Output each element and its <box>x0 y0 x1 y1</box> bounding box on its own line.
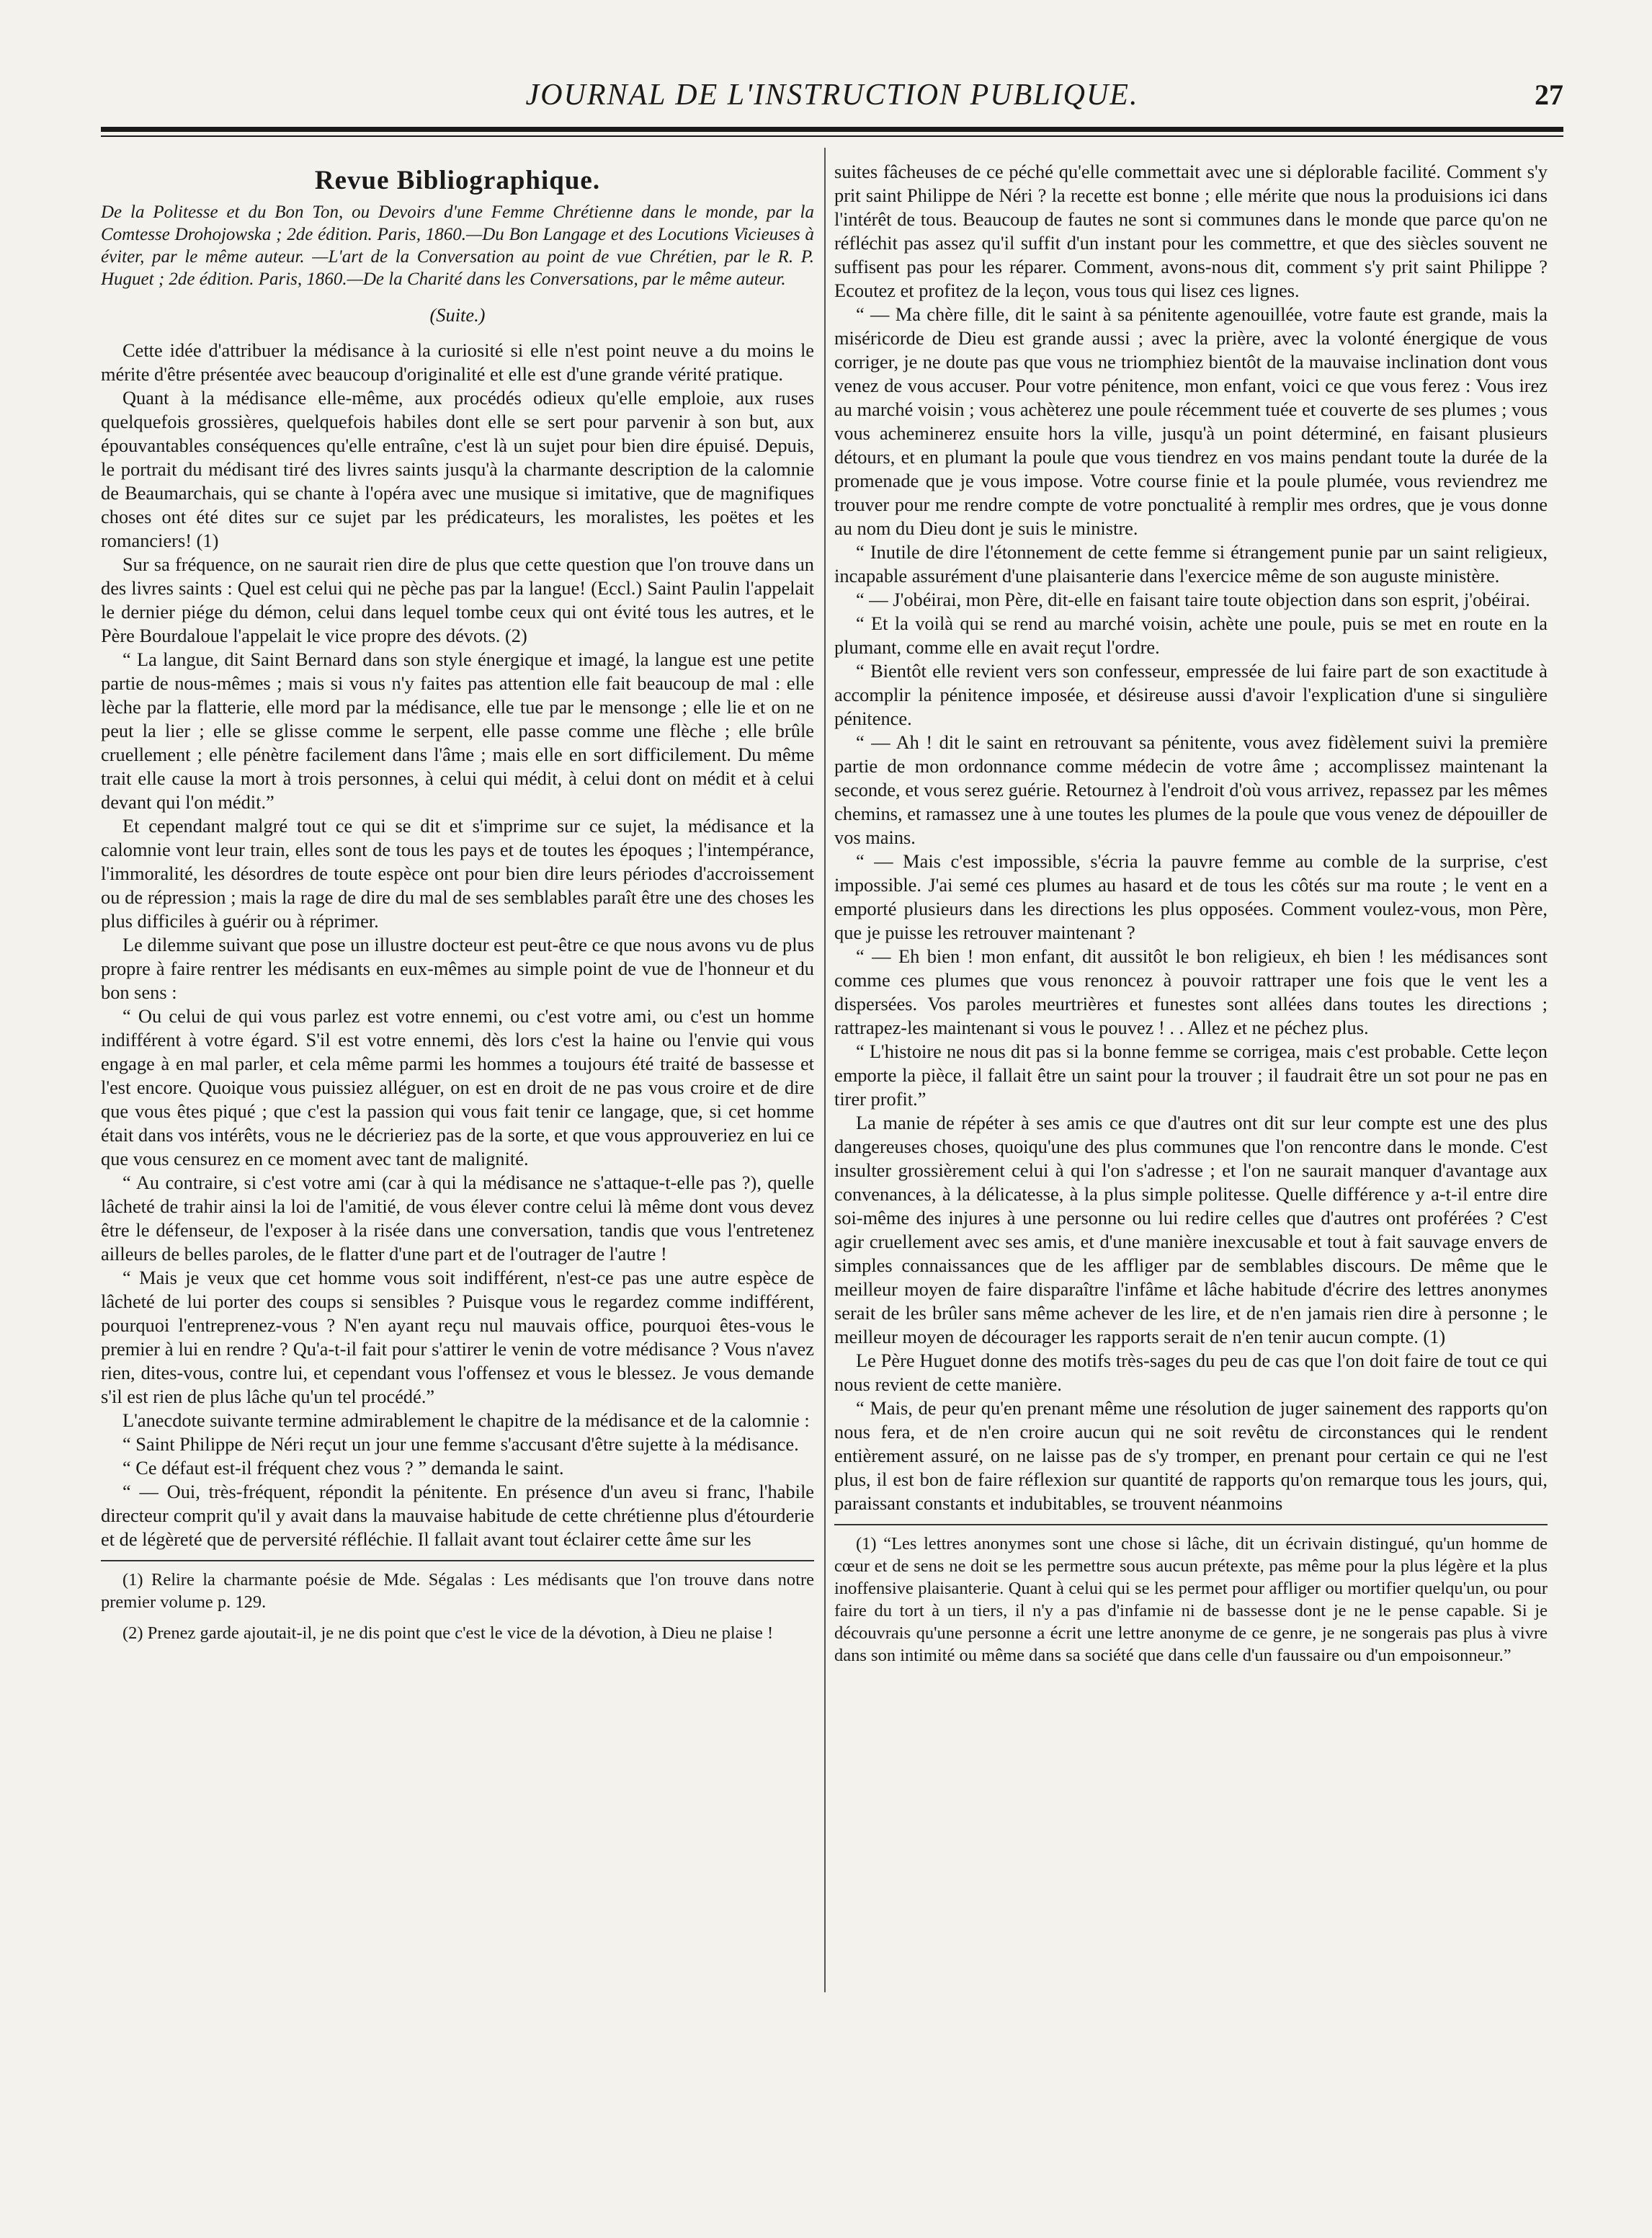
paragraph: “ — Oui, très-fréquent, répondit la pénitente. En présence d'un aveu si franc, l'habile directeur comprit qu'il y avait dans la mauvaise habitude de cette chrétienne plus d'étourderie et de légèreté que de perversité réfléchie. Il fallait avant tout éclairer cette âme sur les <box>101 1481 814 1550</box>
page-header <box>101 78 1563 118</box>
left-column <box>101 151 814 2198</box>
paragraph: suites fâcheuses de ce péché qu'elle commettait avec une si déplorable facilité. Comment s'y prit saint Philippe de Néri ? la recette est bonne ; elle mérite que nous la produisions ici dans l'intérêt de tous. Beaucoup de fautes ne sont si communes dans le monde que parce qu'on ne réfléchit pas assez qu'il suffit d'un instant pour les commettre, et que des siècles souvent ne suffisent pas pour les réparer. Comment, avons-nous dit, comment s'y prit saint Philippe ? Ecoutez et profitez de la leçon, vous tous qui lisez ces lignes. <box>834 161 1548 301</box>
paragraph: “ Au contraire, si c'est votre ami (car à qui la médisance ne s'attaque-t-elle pas ?), quelle lâcheté de trahir ainsi la loi de l'amitié, de vous élever contre celui là même dont vous devez être le défenseur, de l'exposer à la risée dans une conversation, tandis que vous l'entretenez ailleurs de belles paroles, de le flatter d'une part et de l'outrager de l'autre ! <box>101 1172 814 1265</box>
footnote: (1) Relire la charmante poésie de Mde. Ségalas : Les médisants que l'on trouve dans notre premier volume p. 129. <box>101 1570 814 1612</box>
paragraph: “ — Ma chère fille, dit le saint à sa pénitente agenouillée, votre faute est grande, mais la miséricorde de Dieu est grande aussi ; avec la prière, avec la volonté énergique de vous corriger, je ne doute pas que vous ne triomphiez bientôt de la mauvaise inclination dont vous venez de vous accuser. Pour votre pénitence, mon enfant, voici ce que vous ferez : Vous irez au marché voisin ; vous achèterez une poule récemment tuée et couverte de ses plumes ; vous vous acheminerez ensuite hors la ville, jusqu'à un point déterminé, en faisant plusieurs détours, et en plumant la poule que vous tiendrez en vos mains pendant toute la durée de la promenade que je vous impose. Votre course finie et la poule plumée, vous reviendrez me trouver pour me rendre compte de votre ponctualité à remplir mes ordres, que je vous donne au nom du Dieu dont je suis le ministre. <box>834 303 1548 539</box>
paragraph: Le dilemme suivant que pose un illustre docteur est peut-être ce que nous avons vu de plus propre à faire rentrer les médisants en eux-mêmes au simple point de vue de l'honneur et du bon sens : <box>101 934 814 1003</box>
paragraph: Le Père Huguet donne des motifs très-sages du peu de cas que l'on doit faire de tout ce qui nous revient de cette manière. <box>834 1350 1548 1395</box>
paragraph: “ Mais je veux que cet homme vous soit indifférent, n'est-ce pas une autre espèce de lâcheté de lui porter des coups si sensibles ? Puisque vous le regardez comme indifférent, pourquoi l'entreprenez-vous ? N'en ayant reçu nul mauvais office, pourquoi êtes-vous le premier à lui en rendre ? Qu'a-t-il fait pour s'attirer le venin de votre médisance ? Vous n'avez rien, dites-vous, contre lui, et cependant vous l'offensez et vous le blessez. Je vous demande s'il est rien de plus lâche qu'un tel procédé.” <box>101 1267 814 1407</box>
right-column <box>834 160 1548 2206</box>
footnote-separator <box>101 1560 814 1561</box>
paragraph: Quant à la médisance elle-même, aux procédés odieux qu'elle emploie, aux ruses quelquefois grossières, quelquefois habiles dont elle se sert pour parvenir à son but, aux épouvantables conséquences qu'elle entraîne, c'est là un sujet pour bien dire épuisé. Depuis, le portrait du médisant tiré des livres saints jusqu'à la charmante description de la calomnie de Beaumarchais, qui se chante à l'opéra avec une musique si imitative, que de magnifiques choses ont été dites sur ce sujet par les prédicateurs, les moralistes, les poëtes et les romanciers! (1) <box>101 387 814 551</box>
paragraph: “ — Ah ! dit le saint en retrouvant sa pénitente, vous avez fidèlement suivi la première partie de mon ordonnance comme médecin de votre âme ; accomplissez maintenant la seconde, et vous serez guérie. Retournez à l'endroit d'où vous arrivez, repassez par les mêmes chemins, et ramassez une à une toutes les plumes de la poule que vous venez de dépouiller de vos mains. <box>834 731 1548 848</box>
paragraph: “ La langue, dit Saint Bernard dans son style énergique et imagé, la langue est une petite partie de nous-mêmes ; mais si vous n'y faites pas attention elle fait beaucoup de mal : elle lèche par la flatterie, elle mord par la médisance, elle tue par le mensonge ; elle lie et on ne peut la lier ; elle se glisse comme le serpent, elle passe comme une flèche ; elle brûle cruellement ; elle pénètre facilement dans l'âme ; mais elle en sort difficilement. Du même trait elle cause la mort à trois personnes, à celui qui médit, à celui dont on médit et à celui devant qui l'on médit.” <box>101 648 814 813</box>
book-info: De la Politesse et du Bon Ton, ou Devoirs d'une Femme Chrétienne dans le monde, par la Comtesse Drohojowska ; 2de édition. Paris, 1860.—Du Bon Langage et des Locutions Vicieuses à éviter, par le même auteur. —L'art de la Conversation au point de vue Chrétien, par le R. P. Huguet ; 2de édition. Paris, 1860.—De la Charité dans les Conversations, par le même auteur. <box>101 202 814 289</box>
paragraph: Sur sa fréquence, on ne saurait rien dire de plus que cette question que l'on trouve dans un des livres saints : Quel est celui qui ne pèche pas par la langue! (Eccl.) Saint Paulin l'appelait le dernier piége du démon, celui dans lequel tombe ceux qui ont évité tous les autres, et le Père Bourdaloue l'appelait le vice propre des dévots. (2) <box>101 553 814 646</box>
paragraph: “ Bientôt elle revient vers son confesseur, empressée de lui faire part de son exactitude à accomplir la pénitence imposée, et désireuse aussi d'avoir l'explication d'une si singulière pénitence. <box>834 660 1548 729</box>
paragraph: La manie de répéter à ses amis ce que d'autres ont dit sur leur compte est une des plus dangereuses choses, quoiqu'une des plus communes que l'on rencontre dans le monde. C'est insulter grossièrement celui à qui l'on s'adresse ; et l'on ne saurait manquer d'avantage aux convenances, à la délicatesse, à la plus simple politesse. Quelle différence y a-t-il entre dire soi-même des injures à une personne ou lui redire celles que d'autres ont proférées ? C'est agir cruellement avec ses amis, et d'une manière inexcusable et tout à fait sauvage envers de simples connaissances que de les affliger par de semblables discours. De même que le meilleur moyen de faire disparaître l'infâme et lâche habitude d'écrire des lettres anonymes serait de les brûler sans même achever de les lire, et de n'en jamais rien dire à personne ; le meilleur moyen de décourager les rapports serait de n'en tenir aucun compte. (1) <box>834 1112 1548 1347</box>
footnote-separator <box>834 1524 1548 1525</box>
page-number: 27 <box>1535 79 1563 111</box>
paragraph: “ — Mais c'est impossible, s'écria la pauvre femme au comble de la surprise, c'est impossible. J'ai semé ces plumes au hasard et de tous les côtés sur ma route ; le vent en a emporté plusieurs dans les directions les plus opposées. Comment voulez-vous, mon Père, que je puisse les retrouver maintenant ? <box>834 850 1548 943</box>
paragraph: Cette idée d'attribuer la médisance à la curiosité si elle n'est point neuve a du moins le mérite d'être présentée avec beaucoup d'originalité et elle est d'une grande vérité pratique. <box>101 339 814 385</box>
paragraph: “ Inutile de dire l'étonnement de cette femme si étrangement punie par un saint religieux, incapable assurément d'une plaisanterie dans l'exercice même de son auguste ministère. <box>834 541 1548 587</box>
paragraph: “ L'histoire ne nous dit pas si la bonne femme se corrigea, mais c'est probable. Cette leçon emporte la pièce, il fallait être un saint pour la trouver ; il faudrait être un sot pour ne pas en tirer profit.” <box>834 1040 1548 1110</box>
paragraph: “ Mais, de peur qu'en prenant même une résolution de juger sainement des rapports qu'on nous fera, et de n'en croire aucun qui ne soit revêtu de circonstances qui le rendent entièrement assuré, on ne laisse pas de s'y tromper, en prenant pour certain ce qui ne l'est plus, il est bon de faire réflexion sur quantité de rapports qu'on remarque tous les jours, qui, paraissant constants et indubitables, se trouvent néanmoins <box>834 1397 1548 1514</box>
paragraph: Et cependant malgré tout ce qui se dit et s'imprime sur ce sujet, la médisance et la calomnie vont leur train, elles sont de tous les pays et de toutes les époques ; l'intempérance, l'immoralité, les désordres de toute espèce ont pour bien dire leurs périodes d'accroissement ou de répression ; mais la rage de dire du mal de ses semblables paraît être une des choses les plus difficiles à guérir ou à réprimer. <box>101 815 814 932</box>
paragraph: “ Ou celui de qui vous parlez est votre ennemi, ou c'est votre ami, ou c'est un homme indifférent à votre égard. S'il est votre ennemi, dès lors c'est la haine ou l'envie qui vous engage à en mal parler, et cela même parmi les hommes a toujours été traité de bassesse et l'est encore. Quoique vous puissiez alléguer, on est en droit de ne pas vous croire et de dire que vous êtes piqué ; que c'est la passion qui vous fait tenir ce langage, que, si cet homme était dans vos intérêts, vous ne le décrieriez pas de la sorte, et que vous approuveriez en lui ce que vous censurez en ce moment avec tant de malignité. <box>101 1005 814 1169</box>
paragraph: L'anecdote suivante termine admirablement le chapitre de la médisance et de la calomnie : <box>122 1409 810 1431</box>
column-divider <box>824 148 826 1992</box>
header-rule-thin <box>101 135 1563 137</box>
paragraph: “ — J'obéirai, mon Père, dit-elle en faisant taire toute objection dans son esprit, j'obéirai. <box>856 589 1530 610</box>
header-rule-thick <box>101 127 1563 132</box>
continuation-marker: (Suite.) <box>429 304 486 326</box>
paragraph: “ — Eh bien ! mon enfant, dit aussitôt le bon religieux, eh bien ! les médisances sont comme ces plumes que vous renoncez à pouvoir rattraper une fois que le vent les a dispersées. Vos paroles meurtrières et funestes sont allées dans toutes les directions ; rattrapez-les maintenant si vous le pouvez ! . . Allez et ne péchez plus. <box>834 945 1548 1038</box>
paragraph: “ Ce défaut est-il fréquent chez vous ? ” demanda le saint. <box>122 1457 564 1479</box>
section-title: Revue Bibliographique. <box>314 166 601 195</box>
footnote: (2) Prenez garde ajoutait-il, je ne dis point que c'est le vice de la dévotion, à Dieu ne plaise ! <box>122 1623 774 1643</box>
running-title: JOURNAL DE L'INSTRUCTION PUBLIQUE. <box>525 79 1139 112</box>
footnote: (1) “Les lettres anonymes sont une chose si lâche, dit un écrivain distingué, qu'un homme de cœur et de sens ne doit se les permettre sous aucun prétexte, pas même pour la plus légère et la plus inoffensive plaisanterie. Quant à celui qui se les permet pour affliger ou mortifier quelqu'un, ou pour faire du tort à un tiers, il n'y a pas d'infamie ni de bassesse dont je ne le pense capable. Si je découvrais qu'une personne a écrit une lettre anonyme de ce genre, je ne songerais pas plus à vivre dans son intimité ou même dans sa société que dans celle d'un faussaire ou d'un empoisonneur.” <box>834 1534 1548 1665</box>
paragraph: “ Et la voilà qui se rend au marché voisin, achète une poule, puis se met en route en la plumant, comme elle en avait reçut l'ordre. <box>834 612 1548 658</box>
paragraph: “ Saint Philippe de Néri reçut un jour une femme s'accusant d'être sujette à la médisance. <box>122 1433 799 1455</box>
